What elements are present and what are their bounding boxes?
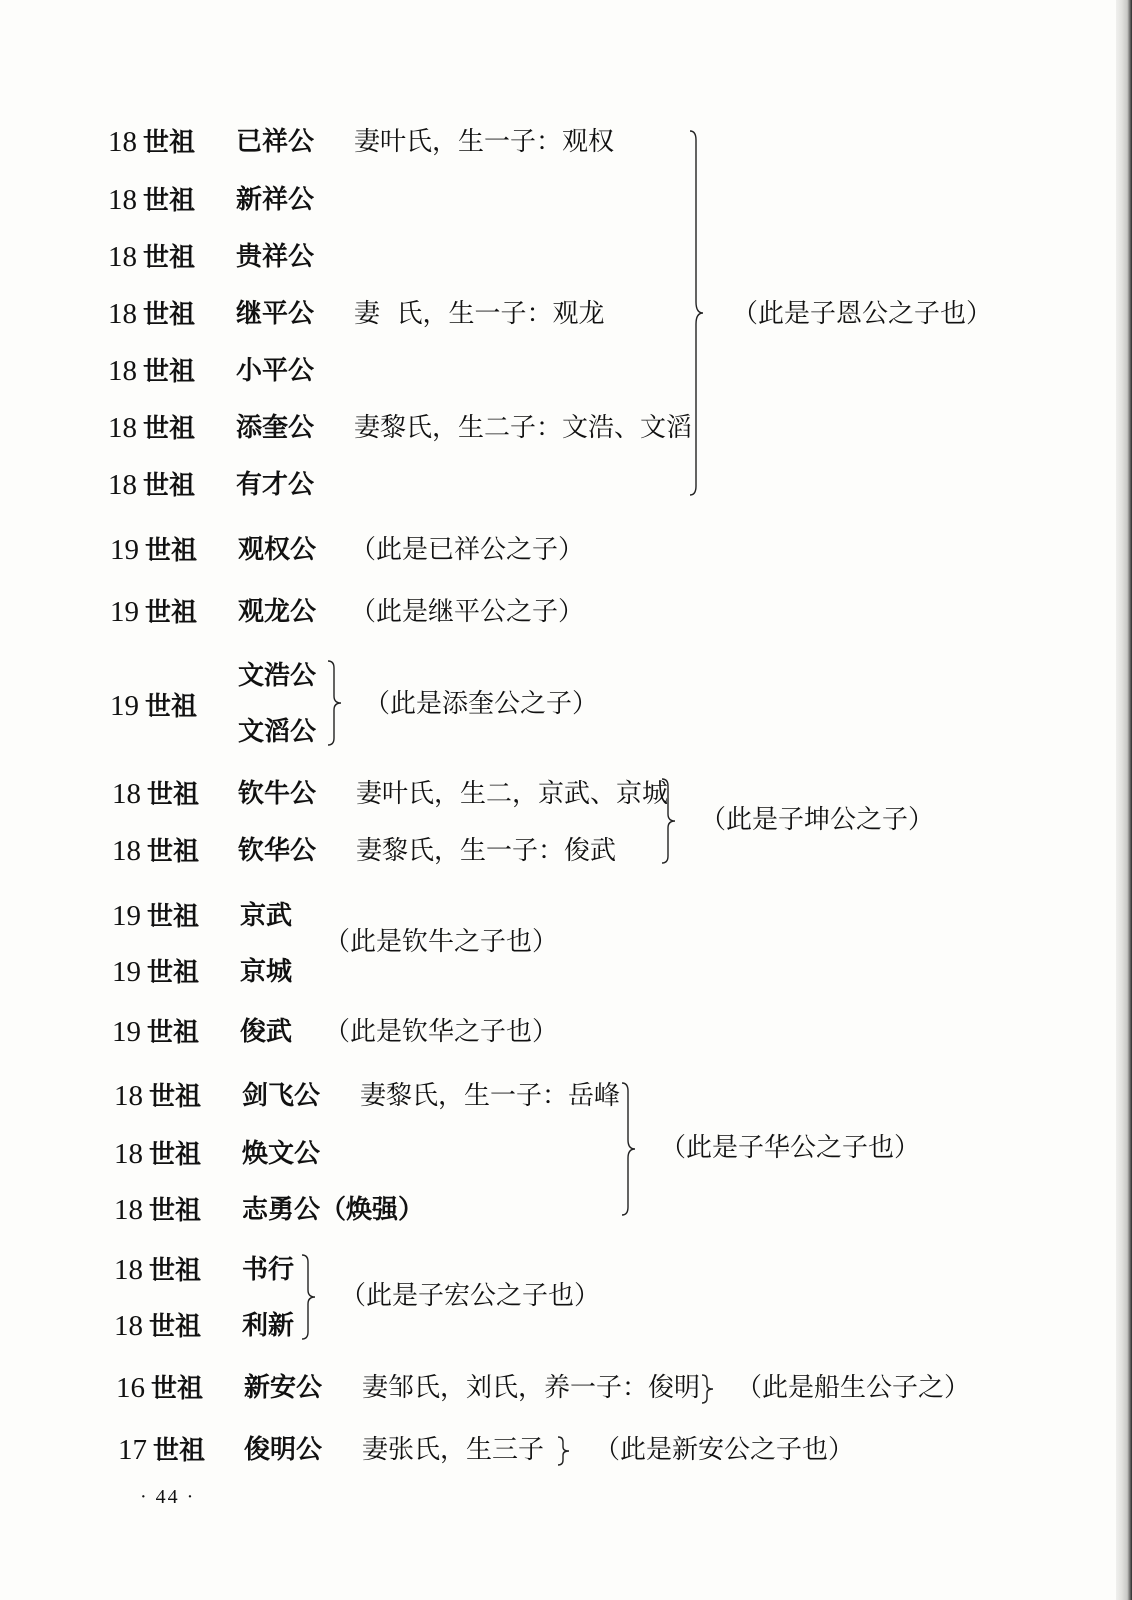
ancestor-name: 焕文公 bbox=[242, 1139, 321, 1169]
generation-number: 18 bbox=[108, 126, 137, 158]
spouse-children-note: 妻张氏，生三子 bbox=[362, 1435, 545, 1465]
parent-note: （此是新安公之子也） bbox=[594, 1435, 855, 1465]
generation-label: 世祖 bbox=[143, 471, 196, 501]
generation-label: 世祖 bbox=[145, 692, 198, 722]
ancestor-name: 利新 bbox=[242, 1311, 295, 1341]
generation-label: 世祖 bbox=[145, 536, 198, 566]
parent-note: （此是钦华之子也） bbox=[324, 1017, 559, 1047]
generation-label: 世祖 bbox=[151, 1374, 204, 1404]
generation-number: 19 bbox=[110, 534, 139, 566]
ancestor-name: 京武 bbox=[240, 901, 293, 931]
ancestor-name: 京城 bbox=[240, 957, 293, 987]
generation-number: 18 bbox=[108, 184, 137, 216]
generation-number: 18 bbox=[114, 1254, 143, 1286]
generation-label: 世祖 bbox=[149, 1196, 202, 1226]
ancestor-name: 钦华公 bbox=[238, 836, 317, 866]
spouse-children-note: 妻叶氏，生二，京武、京城 bbox=[356, 779, 669, 809]
ancestor-name: 书行 bbox=[242, 1255, 295, 1285]
spouse-children-note: 妻邹氏，刘氏，养一子：俊明 bbox=[362, 1373, 701, 1403]
right-brace bbox=[302, 1254, 316, 1340]
parent-note: （此是子恩公之子也） bbox=[732, 299, 993, 329]
generation-number: 19 bbox=[112, 956, 141, 988]
ancestor-name: 钦牛公 bbox=[238, 779, 317, 809]
generation-number: 18 bbox=[114, 1310, 143, 1342]
spouse-children-note: 妻 氏，生一子：观龙 bbox=[354, 299, 605, 329]
generation-number: 19 bbox=[110, 690, 139, 722]
parent-note: （此是钦牛之子也） bbox=[324, 927, 559, 957]
generation-number: 19 bbox=[112, 900, 141, 932]
generation-number: 18 bbox=[114, 1194, 143, 1226]
ancestor-name: 新祥公 bbox=[236, 185, 315, 215]
generation-number: 17 bbox=[118, 1434, 147, 1466]
parent-note: （此是子坤公之子） bbox=[700, 805, 935, 835]
generation-label: 世祖 bbox=[145, 598, 198, 628]
parent-note: （此是添奎公之子） bbox=[364, 689, 599, 719]
generation-label: 世祖 bbox=[143, 300, 196, 330]
generation-label: 世祖 bbox=[143, 243, 196, 273]
generation-label: 世祖 bbox=[149, 1140, 202, 1170]
generation-number: 18 bbox=[108, 412, 137, 444]
parent-note: （此是船生公子之） bbox=[736, 1373, 971, 1403]
generation-label: 世祖 bbox=[143, 414, 196, 444]
right-brace bbox=[702, 1374, 716, 1404]
ancestor-name: 观权公 bbox=[238, 535, 317, 565]
ancestor-name: 俊武 bbox=[240, 1017, 293, 1047]
ancestor-name: 观龙公 bbox=[238, 597, 317, 627]
parent-note: （此是子华公之子也） bbox=[660, 1133, 921, 1163]
generation-label: 世祖 bbox=[147, 902, 200, 932]
ancestor-name: 新安公 bbox=[244, 1373, 323, 1403]
generation-label: 世祖 bbox=[147, 958, 200, 988]
ancestor-name: 小平公 bbox=[236, 356, 315, 386]
ancestor-name: 剑飞公 bbox=[242, 1081, 321, 1111]
ancestor-name: 已祥公 bbox=[236, 127, 315, 157]
generation-label: 世祖 bbox=[153, 1436, 206, 1466]
generation-label: 世祖 bbox=[143, 128, 196, 158]
generation-label: 世祖 bbox=[149, 1082, 202, 1112]
scan-edge-shadow bbox=[1116, 0, 1132, 1600]
right-brace bbox=[662, 778, 676, 864]
generation-label: 世祖 bbox=[143, 357, 196, 387]
ancestor-name: 继平公 bbox=[236, 299, 315, 329]
generation-label: 世祖 bbox=[147, 1018, 200, 1048]
spouse-children-note: 妻黎氏，生一子：俊武 bbox=[356, 836, 617, 866]
generation-label: 世祖 bbox=[147, 780, 200, 810]
generation-number: 18 bbox=[108, 298, 137, 330]
right-brace bbox=[622, 1082, 636, 1216]
parent-note: （此是子宏公之子也） bbox=[340, 1281, 601, 1311]
ancestor-name: 有才公 bbox=[236, 470, 315, 500]
generation-label: 世祖 bbox=[143, 186, 196, 216]
generation-number: 18 bbox=[112, 835, 141, 867]
spouse-children-note: 妻黎氏，生一子：岳峰 bbox=[360, 1081, 621, 1111]
spouse-children-note: 妻叶氏，生一子：观权 bbox=[354, 127, 615, 157]
ancestor-name: 贵祥公 bbox=[236, 242, 315, 272]
page-number: · 44 · bbox=[140, 1486, 196, 1508]
generation-label: 世祖 bbox=[149, 1312, 202, 1342]
spouse-children-note: 妻黎氏，生二子：文浩、文滔 bbox=[354, 413, 693, 443]
parent-note: （此是已祥公之子） bbox=[350, 535, 585, 565]
generation-label: 世祖 bbox=[149, 1256, 202, 1286]
right-brace bbox=[558, 1436, 572, 1466]
generation-number: 18 bbox=[108, 241, 137, 273]
ancestor-name: 添奎公 bbox=[236, 413, 315, 443]
generation-number: 18 bbox=[114, 1080, 143, 1112]
generation-number: 19 bbox=[110, 596, 139, 628]
generation-number: 18 bbox=[108, 355, 137, 387]
right-brace bbox=[690, 130, 704, 496]
ancestor-name: 俊明公 bbox=[244, 1435, 323, 1465]
parent-note: （此是继平公之子） bbox=[350, 597, 585, 627]
right-brace bbox=[328, 660, 342, 746]
ancestor-name: 志勇公（焕强） bbox=[242, 1195, 425, 1225]
ancestor-name: 文浩公 bbox=[238, 661, 317, 691]
generation-number: 19 bbox=[112, 1016, 141, 1048]
generation-number: 18 bbox=[114, 1138, 143, 1170]
generation-number: 18 bbox=[108, 469, 137, 501]
generation-number: 18 bbox=[112, 778, 141, 810]
generation-number: 16 bbox=[116, 1372, 145, 1404]
ancestor-name: 文滔公 bbox=[238, 717, 317, 747]
generation-label: 世祖 bbox=[147, 837, 200, 867]
